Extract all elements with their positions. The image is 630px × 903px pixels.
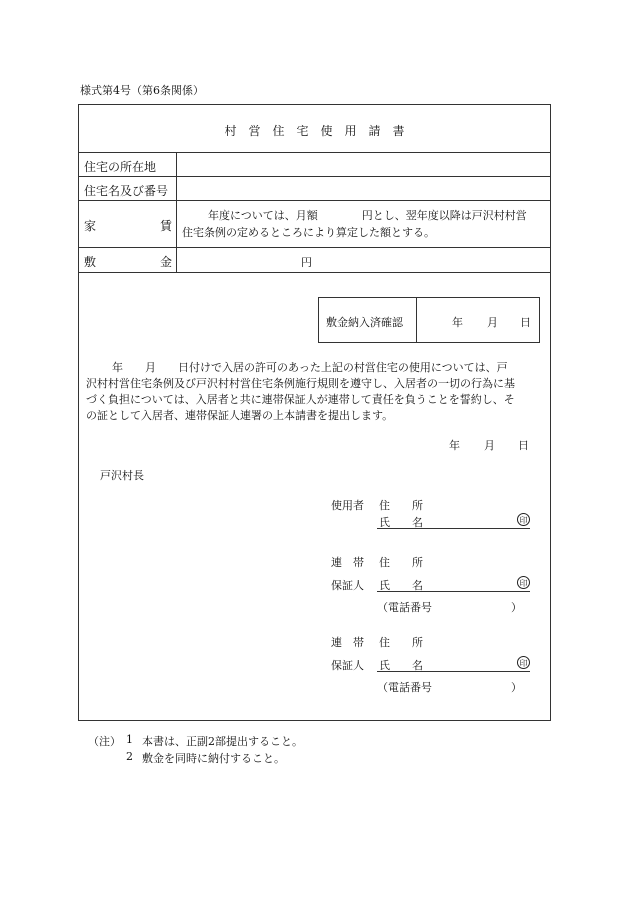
location-label: 住宅の所在地 <box>84 160 157 174</box>
user-seal-mark: 印 <box>517 513 530 526</box>
guarantor2-address-label: 住 所 <box>379 636 423 649</box>
guarantor2-name-underline <box>377 671 530 672</box>
body-line-3: づく負担については、入居者と共に連帯保証人が連帯して責任を負うことを誓約し、そ <box>86 393 515 406</box>
user-address-label: 住 所 <box>379 499 423 512</box>
guarantor2-phone-close: ） <box>511 681 522 694</box>
guarantor2-role-line1: 連 帯 <box>331 636 364 649</box>
deposit-label-char2: 金 <box>160 255 173 269</box>
guarantor1-name-underline <box>377 591 530 592</box>
guarantor1-role-line1: 連 帯 <box>331 556 364 569</box>
guarantor2-name-label: 氏 名 <box>379 659 423 672</box>
deposit-confirm-year: 年 <box>452 316 463 329</box>
user-name-underline <box>377 528 530 529</box>
notes-prefix: （注） <box>88 735 121 748</box>
body-line-1: 年 月 日付けで入居の許可のあった上記の村営住宅の使用については、戸 <box>90 361 508 374</box>
note1-number: 1 <box>126 733 133 746</box>
user-name-label: 氏 名 <box>379 516 423 529</box>
date-day: 日 <box>518 439 529 452</box>
house-name-number-label: 住宅名及び番号 <box>84 184 169 198</box>
deposit-confirm-label: 敷金納入済確認 <box>326 316 403 329</box>
note1-text: 本書は、正副2部提出すること。 <box>142 735 303 748</box>
body-line-2: 沢村村営住宅条例及び戸沢村村営住宅条例施行規則を遵守し、入居者の一切の行為に基 <box>86 377 515 390</box>
location-field[interactable] <box>180 154 548 174</box>
rent-label-char1: 家 <box>84 219 97 233</box>
column-divider <box>176 152 177 272</box>
rent-text-line2: 住宅条例の定めるところにより算定した額とする。 <box>182 226 435 239</box>
rent-text-line1: 年度については、月額 円とし、翌年度以降は戸沢村村営 <box>208 209 527 222</box>
row-divider <box>78 247 551 248</box>
body-line-4: の証として入居者、連帯保証人連署の上本請書を提出します。 <box>86 409 394 422</box>
guarantor1-seal-mark: 印 <box>517 576 530 589</box>
rent-label-char2: 賃 <box>160 219 173 233</box>
addressee: 戸沢村長 <box>100 469 144 482</box>
guarantor1-role-line2: 保証人 <box>331 579 364 592</box>
date-month: 月 <box>484 439 495 452</box>
document-title: 村 営 住 宅 使 用 請 書 <box>224 124 405 138</box>
row-divider <box>78 176 551 177</box>
user-role-label: 使用者 <box>331 499 364 512</box>
guarantor1-phone-open: （電話番号 <box>377 601 432 614</box>
guarantor1-name-label: 氏 名 <box>379 579 423 592</box>
row-divider <box>78 272 551 273</box>
form-number-label: 様式第4号（第6条関係） <box>80 84 204 97</box>
guarantor2-seal-mark: 印 <box>517 656 530 669</box>
deposit-confirm-divider <box>416 297 417 343</box>
deposit-confirm-day: 日 <box>520 316 531 329</box>
row-divider <box>78 200 551 201</box>
deposit-confirm-month: 月 <box>487 316 498 329</box>
guarantor1-phone-close: ） <box>511 601 522 614</box>
note2-number: 2 <box>126 750 133 763</box>
guarantor2-phone-open: （電話番号 <box>377 681 432 694</box>
deposit-label-char1: 敷 <box>84 255 97 269</box>
note2-text: 敷金を同時に納付すること。 <box>142 752 285 765</box>
date-year: 年 <box>449 439 460 452</box>
guarantor1-address-label: 住 所 <box>379 556 423 569</box>
deposit-yen-unit: 円 <box>301 256 312 269</box>
house-name-number-field[interactable] <box>180 178 548 198</box>
guarantor2-role-line2: 保証人 <box>331 659 364 672</box>
row-divider <box>78 152 551 153</box>
